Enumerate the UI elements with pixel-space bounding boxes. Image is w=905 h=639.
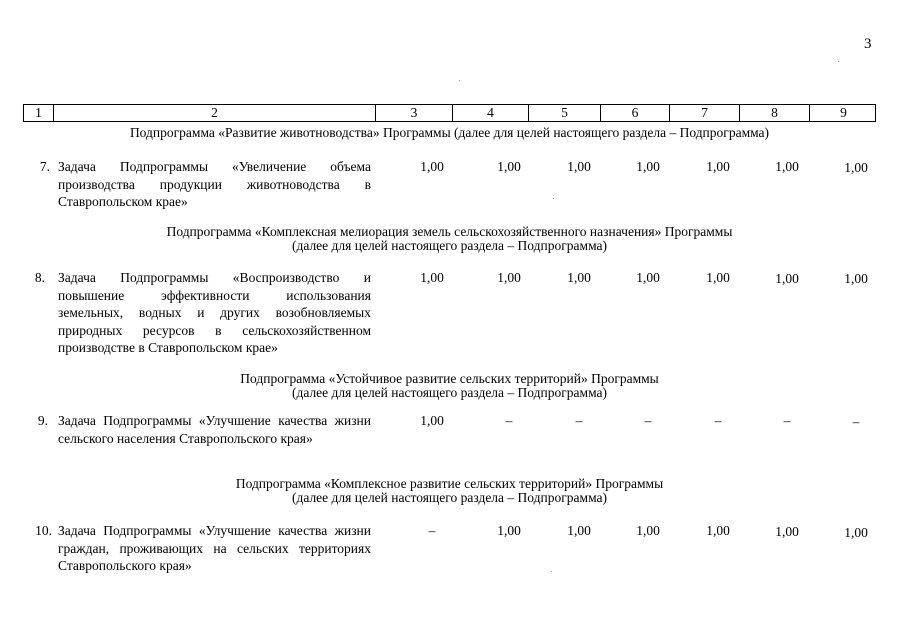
- table-header-row: [23, 104, 876, 122]
- task-number: 7.: [39, 159, 50, 174]
- task-value: 1,00: [844, 271, 868, 286]
- task-number: 8.: [34, 270, 45, 285]
- column-header: 3: [375, 105, 452, 121]
- task-value: 1,00: [706, 270, 730, 285]
- task-value: –: [428, 523, 436, 538]
- subprogram-title-line: Подпрограмма «Развитие животноводства» Программы (далее для целей настоящего раздела – Подпрограмма): [129, 125, 770, 140]
- task-description: Задача Подпрограммы «Улучшение качества жизни сельского населения Ставропольского края»: [58, 413, 371, 446]
- task-value: –: [505, 413, 513, 428]
- task-value: 1,00: [775, 159, 799, 174]
- column-header: 5: [528, 105, 600, 121]
- task-value: 1,00: [706, 523, 730, 538]
- task-value: 1,00: [567, 523, 591, 538]
- task-value: 1,00: [636, 523, 660, 538]
- task-value: 1,00: [775, 271, 799, 286]
- subprogram-title-line: (далее для целей настоящего раздела – Подпрограмма): [291, 385, 608, 400]
- column-header: 4: [452, 105, 528, 121]
- task-value: 1,00: [844, 160, 868, 175]
- subprogram-title-line: (далее для целей настоящего раздела – Подпрограмма): [291, 490, 608, 505]
- task-value: 1,00: [775, 524, 799, 539]
- subprogram-title: [23, 372, 876, 400]
- subprogram-title-line: (далее для целей настоящего раздела – Подпрограмма): [291, 238, 608, 253]
- subprogram-title-line: Подпрограмма «Комплексная мелиорация земель сельскохозяйственного назначения» Программы: [166, 224, 733, 239]
- column-header: 8: [739, 105, 809, 121]
- subprogram-title: [23, 225, 876, 253]
- task-value: 1,00: [497, 270, 521, 285]
- task-number: 9.: [37, 413, 48, 428]
- task-value: 1,00: [567, 159, 591, 174]
- task-value: –: [852, 414, 860, 429]
- column-header: 2: [53, 105, 375, 121]
- task-description: Задача Подпрограммы «Воспроизводство и повышение эффективности использования земельных, водных и других возобновляемых природных ресурсов в сельскохозяйственном производстве в Ставропольском крае»: [58, 270, 371, 355]
- column-header: 7: [669, 105, 739, 121]
- column-header: 1: [35, 105, 42, 120]
- column-header: 9: [809, 105, 877, 121]
- task-value: 1,00: [706, 159, 730, 174]
- task-value: 1,00: [844, 525, 868, 540]
- task-value: 1,00: [420, 270, 444, 285]
- task-description: Задача Подпрограммы «Увеличение объема производства продукции животноводства в Ставропольском крае»: [58, 159, 371, 209]
- task-value: 1,00: [497, 159, 521, 174]
- task-value: 1,00: [420, 413, 444, 428]
- subprogram-title-line: Подпрограмма «Комплексное развитие сельских территорий» Программы: [235, 476, 664, 491]
- subprogram-title: [23, 126, 876, 140]
- task-value: –: [575, 413, 583, 428]
- subprogram-title-line: Подпрограмма «Устойчивое развитие сельских территорий» Программы: [240, 371, 659, 386]
- column-header: 6: [600, 105, 669, 121]
- task-value: 1,00: [420, 159, 444, 174]
- task-description: Задача Подпрограммы «Улучшение качества жизни граждан, проживающих на сельских территориях Ставропольского края»: [58, 523, 371, 573]
- page-number: 3: [864, 36, 872, 52]
- task-number: 10.: [35, 523, 52, 538]
- task-value: 1,00: [567, 270, 591, 285]
- subprogram-title: [23, 477, 876, 505]
- task-value: –: [783, 413, 791, 428]
- scan-speck: [459, 80, 460, 81]
- task-value: –: [644, 413, 652, 428]
- scan-speck: [838, 61, 839, 62]
- task-value: 1,00: [497, 523, 521, 538]
- task-value: –: [714, 413, 722, 428]
- scan-speck: [553, 198, 554, 199]
- task-value: 1,00: [636, 270, 660, 285]
- task-value: 1,00: [636, 159, 660, 174]
- scan-speck: [551, 571, 552, 572]
